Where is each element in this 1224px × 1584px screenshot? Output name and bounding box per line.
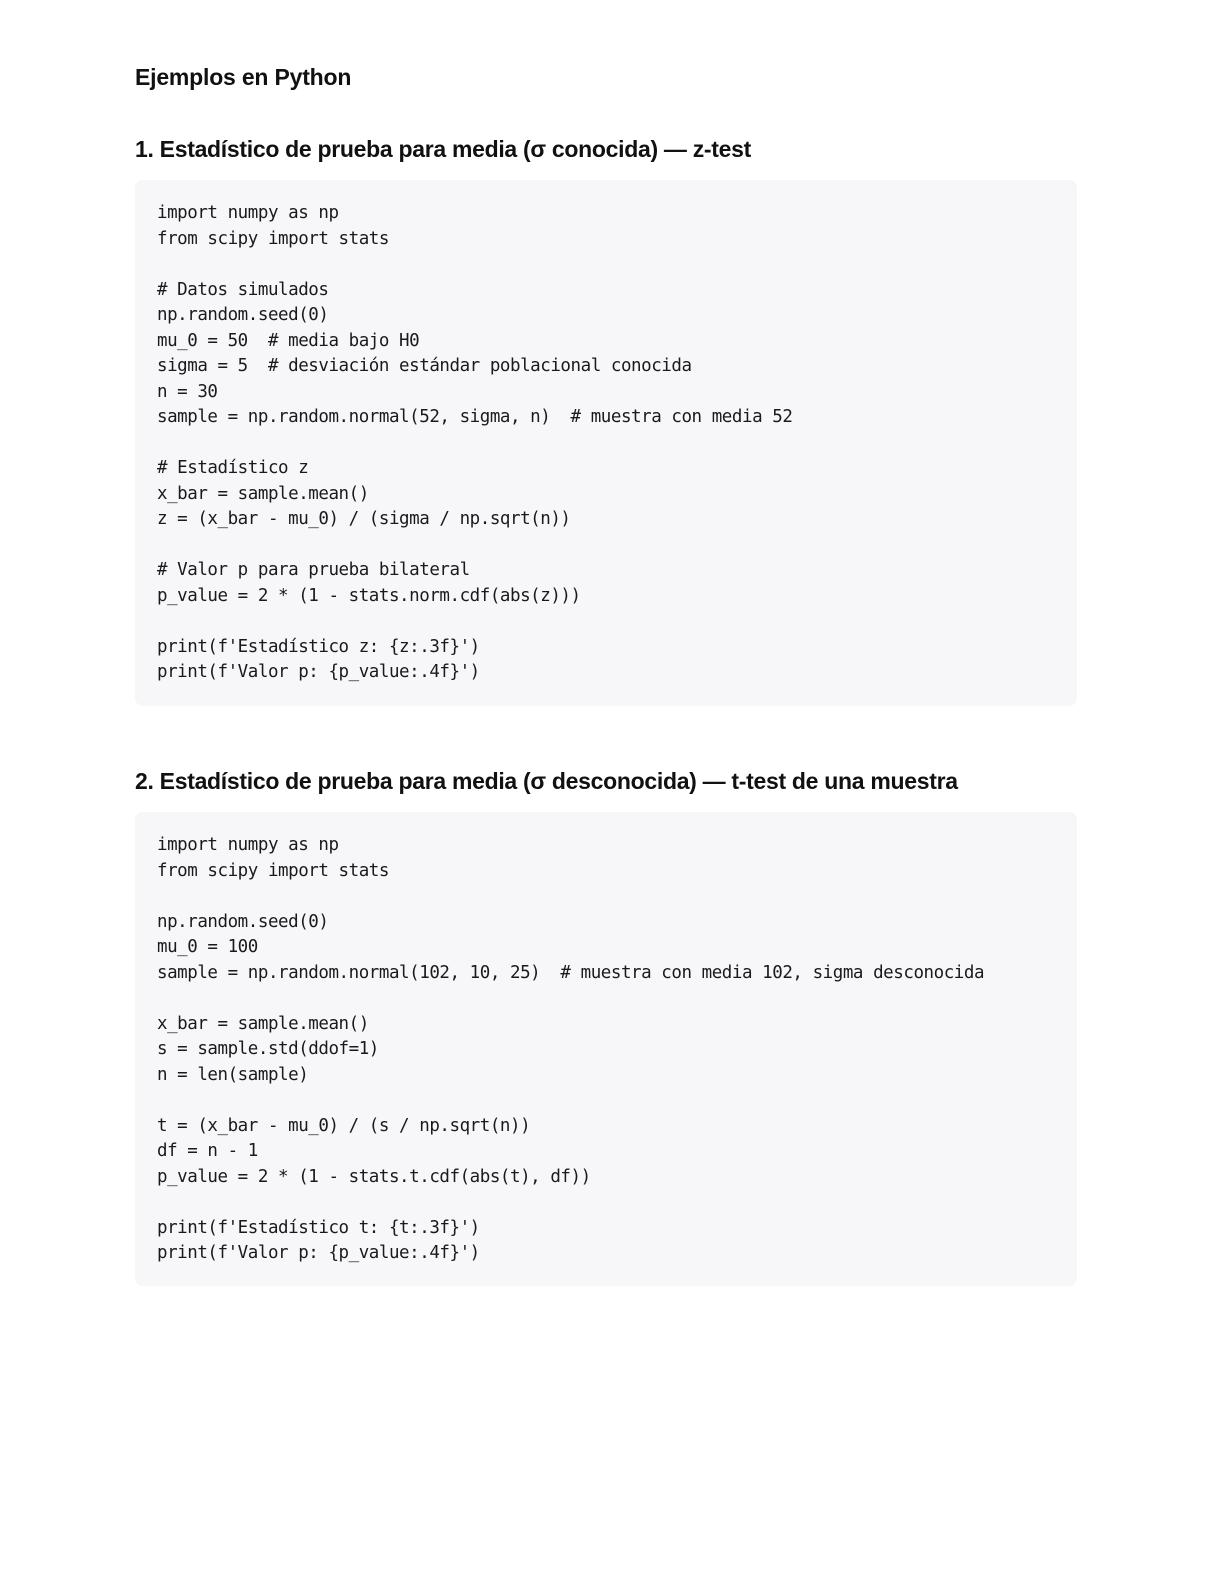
code-line: np.random.seed(0) — [157, 911, 329, 932]
code-line: p_value = 2 * (1 - stats.norm.cdf(abs(z))) — [157, 585, 581, 606]
code-line: # Datos simulados — [157, 279, 329, 300]
code-line — [157, 884, 1077, 910]
page-title: Ejemplos en Python — [135, 64, 352, 90]
code-line: from scipy import stats — [157, 228, 389, 249]
code-line: s = sample.std(ddof=1) — [157, 1039, 379, 1059]
code-line — [157, 986, 1077, 1012]
code-line: df = n - 1 — [157, 1141, 258, 1161]
code-line: print(f'Estadístico z: {z:.3f}') — [157, 636, 480, 657]
code-line: z = (x_bar - mu_0) / (sigma / np.sqrt(n)) — [157, 509, 571, 529]
code-line: np.random.seed(0) — [157, 305, 329, 325]
code-line — [157, 252, 1077, 278]
code-line: sample = np.random.normal(52, sigma, n) # muestra con media 52 — [157, 407, 793, 427]
code-line: sigma = 5 # desviación estándar poblacional conocida — [157, 356, 692, 376]
code-line: x_bar = sample.mean() — [157, 483, 369, 504]
code-line — [157, 431, 1077, 457]
code-line: # Estadístico z — [157, 458, 309, 478]
code-line: n = 30 — [157, 381, 218, 402]
code-line: from scipy import stats — [157, 860, 389, 881]
code-line: sample = np.random.normal(102, 10, 25) # muestra con media 102, sigma desconocida — [157, 962, 985, 983]
code-line: # Valor p para prueba bilateral — [157, 560, 470, 580]
code-line: import numpy as np — [157, 203, 339, 223]
code-block-z-test[interactable] — [135, 180, 1077, 706]
code-line: t = (x_bar - mu_0) / (s / np.sqrt(n)) — [157, 1115, 531, 1136]
code-line: import numpy as np — [157, 835, 339, 855]
code-block-t-test[interactable] — [135, 812, 1077, 1286]
section-heading-z-test: 1. Estadístico de prueba para media (σ conocida) — z-test — [135, 136, 751, 162]
code-line — [157, 533, 1077, 559]
code-line: mu_0 = 100 — [157, 937, 258, 957]
code-line: mu_0 = 50 # media bajo H0 — [157, 330, 420, 351]
code-line: n = len(sample) — [157, 1064, 309, 1085]
code-line: p_value = 2 * (1 - stats.t.cdf(abs(t), df)) — [157, 1166, 591, 1187]
code-line — [157, 609, 1077, 635]
code-line — [157, 1190, 1077, 1216]
code-line: print(f'Valor p: {p_value:.4f}') — [157, 662, 480, 682]
code-line — [157, 1088, 1077, 1114]
section-heading-t-test: 2. Estadístico de prueba para media (σ desconocida) — t-test de una muestra — [135, 768, 958, 794]
code-line: x_bar = sample.mean() — [157, 1013, 369, 1034]
code-line: print(f'Estadístico t: {t:.3f}') — [157, 1217, 480, 1238]
code-line: print(f'Valor p: {p_value:.4f}') — [157, 1243, 480, 1263]
